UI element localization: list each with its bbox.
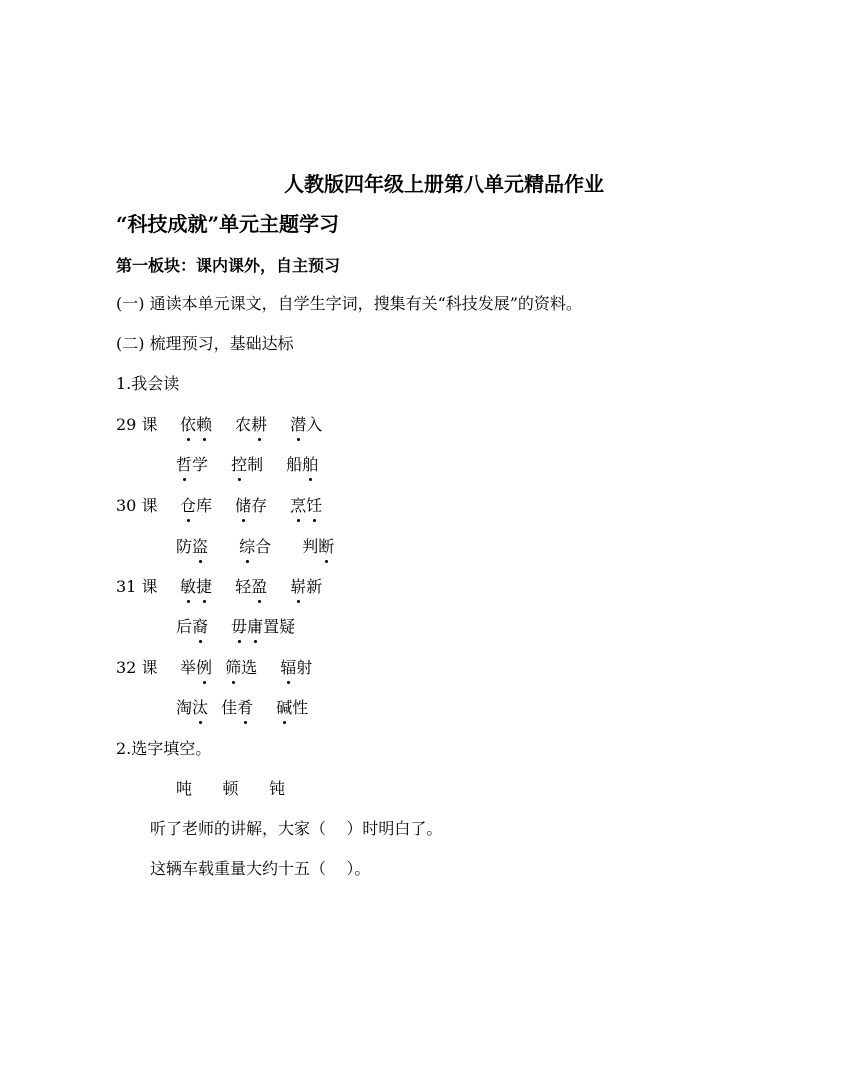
word-row: 淘汰 佳肴 碱性 (176, 696, 326, 720)
lesson-label: 32 课 (116, 658, 158, 677)
question-one: 1.我会读 (116, 374, 180, 393)
word-row: 仓库 储存 烹饪 (180, 494, 340, 518)
fill-sentence: 听了老师的讲解，大家（ ）时明白了。 (150, 819, 443, 838)
lesson-label: 30 课 (116, 496, 158, 515)
word-row: 防盗 综合 判断 (176, 535, 352, 559)
word-row: 哲学 控制 船舶 (176, 453, 336, 477)
lesson-label: 31 课 (116, 577, 158, 596)
question-two: 2.选字填空。 (116, 739, 212, 758)
word-row: 依赖 农耕 潜入 (180, 413, 340, 437)
fill-sentence: 这辆车载重量大约十五（ ）。 (150, 859, 371, 878)
lesson-label: 29 课 (116, 415, 158, 434)
document-subtitle: “科技成就”单元主题学习 (116, 212, 340, 236)
word-row: 后裔 毋庸置疑 (176, 615, 313, 639)
part-one-text: (一) 通读本单元课文，自学生字词，搜集有关“科技发展”的资料。 (116, 294, 582, 313)
part-two-text: (二) 梳理预习，基础达标 (116, 334, 294, 353)
document-title: 人教版四年级上册第八单元精品作业 (284, 172, 604, 196)
section-heading: 第一板块：课内课外，自主预习 (116, 256, 341, 275)
word-row: 敏捷 轻盈 崭新 (180, 575, 340, 599)
word-row: 举例 筛选 辐射 (180, 656, 330, 680)
choice-characters: 吨 顿 钝 (176, 779, 286, 798)
